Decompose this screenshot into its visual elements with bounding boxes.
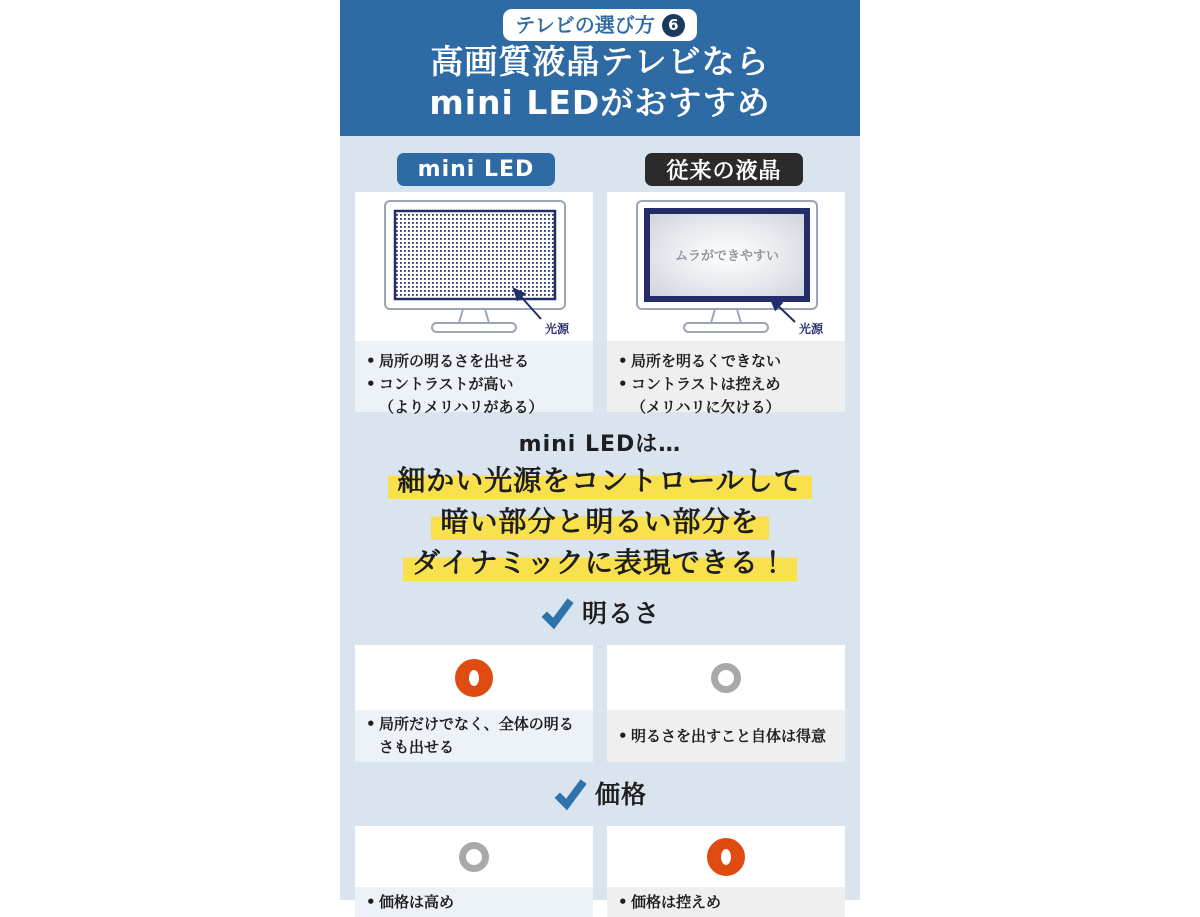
circle-icon <box>459 842 489 872</box>
column-headers <box>340 136 860 186</box>
price-comparison-row <box>340 820 860 917</box>
series-number-icon: 6 <box>662 14 685 37</box>
list-item: • 価格は控えめ <box>617 891 721 914</box>
list-item: • 局所の明るさを出せる <box>365 350 583 373</box>
mini-led-illustration-area <box>355 192 593 341</box>
list-item: • コントラストは控えめ <box>617 373 835 396</box>
list-item: • 明るさを出すこと自体は得意 <box>617 725 826 748</box>
circle-icon <box>711 663 741 693</box>
page-title-line1: 高画質液晶テレビなら <box>430 42 770 81</box>
infographic-poster <box>340 0 860 911</box>
list-item-note: （よりメリハリがある） <box>379 398 544 416</box>
emphasis-block <box>340 412 860 581</box>
header <box>340 0 860 136</box>
light-source-label: 光源 <box>545 321 570 336</box>
price-section-label: 価格 <box>594 780 647 809</box>
series-badge <box>503 9 697 41</box>
light-source-label: 光源 <box>799 321 824 336</box>
page-title-line2: mini LEDがおすすめ <box>429 83 771 122</box>
brightness-section-header <box>340 581 860 639</box>
price-mini-led-card <box>355 826 593 917</box>
conventional-lcd-card <box>607 192 845 416</box>
brightness-section-label: 明るさ <box>581 599 660 628</box>
highlight-line-3: ダイナミックに表現できる！ <box>403 544 797 581</box>
conventional-lcd-feature-list <box>607 341 845 416</box>
series-badge-label: テレビの選び方 <box>515 13 655 37</box>
brightness-comparison-row <box>340 639 860 762</box>
mini-led-card <box>355 192 593 416</box>
conventional-lcd-illustration-area <box>607 192 845 341</box>
list-item-note: （メリハリに欠ける） <box>631 398 781 416</box>
monitor-stand-base <box>432 323 516 332</box>
highlight-line-2: 暗い部分と明るい部分を <box>431 503 768 540</box>
mini-led-pill: mini LED <box>397 153 555 186</box>
conventional-lcd-pill: 従来の液晶 <box>645 153 803 186</box>
mini-led-screen <box>395 211 555 299</box>
brightness-conventional-card <box>607 645 845 762</box>
price-conventional-card <box>607 826 845 917</box>
price-section-header <box>340 762 860 820</box>
mini-led-feature-list <box>355 341 593 416</box>
screen-unevenness-text: ムラができやすい <box>674 248 780 264</box>
double-circle-icon <box>455 659 493 697</box>
conventional-lcd-monitor-illustration <box>607 193 845 341</box>
monitor-stand-neck <box>459 309 489 323</box>
list-item: • コントラストが高い <box>365 373 583 396</box>
list-item: • 局所を明るくできない <box>617 350 835 373</box>
list-item: • 局所だけでなく、全体の明るさも出せる <box>365 713 583 759</box>
monitor-stand-base <box>684 323 768 332</box>
emphasis-intro: mini LEDは… <box>518 432 682 457</box>
highlight-line-1: 細かい光源をコントロールして <box>388 462 811 499</box>
double-circle-icon <box>707 838 745 876</box>
check-icon <box>553 778 587 809</box>
check-icon <box>540 597 574 628</box>
list-item: • 価格は高め <box>365 891 454 914</box>
monitor-comparison-row <box>340 186 860 416</box>
brightness-mini-led-card <box>355 645 593 762</box>
mini-led-monitor-illustration <box>355 193 593 341</box>
monitor-stand-neck <box>711 309 741 323</box>
